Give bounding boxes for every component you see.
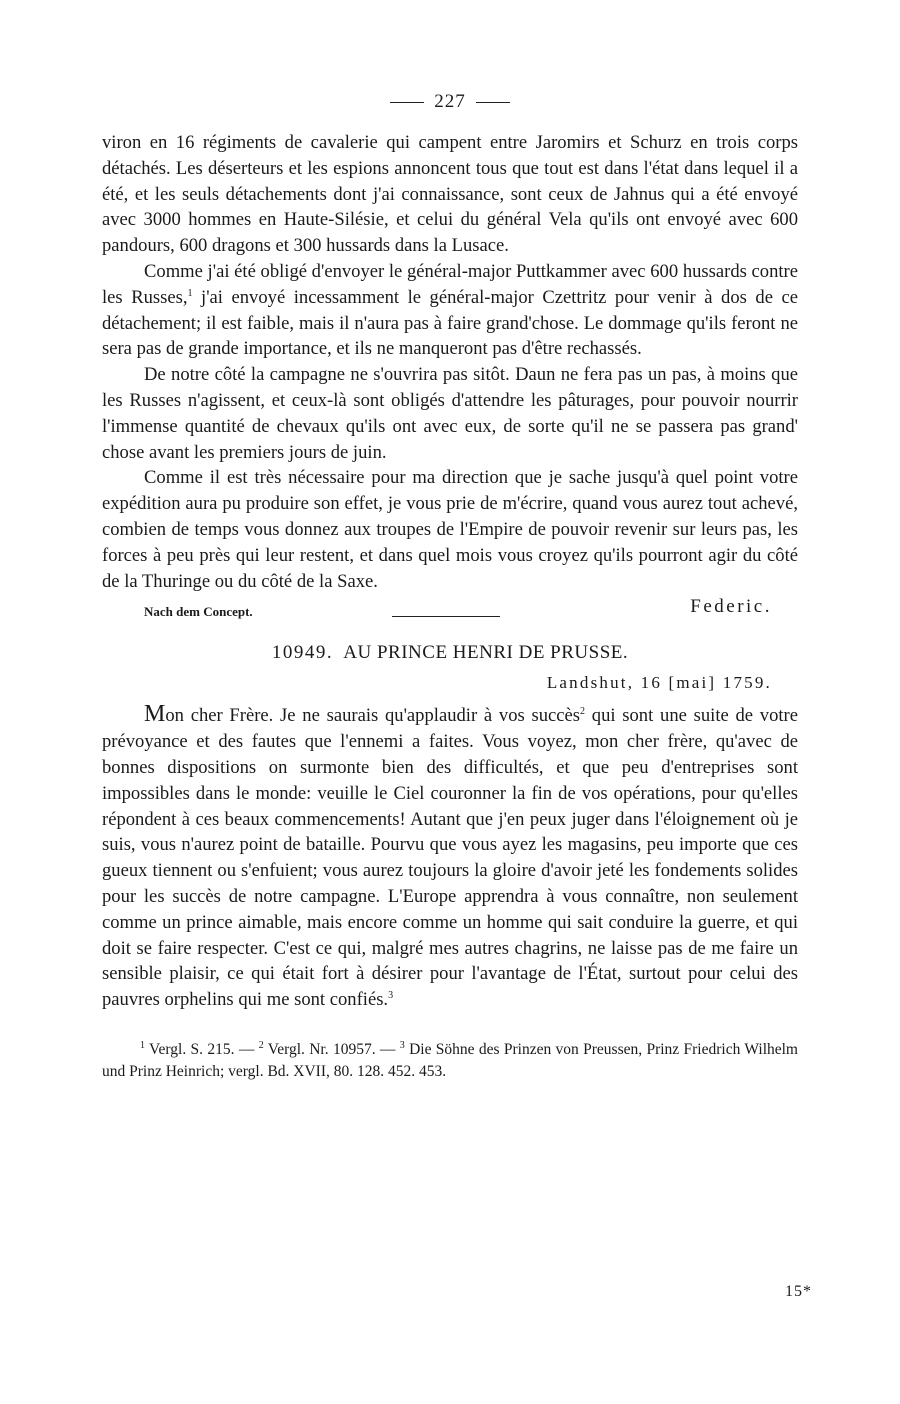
footnote-3-mark: 3	[399, 1039, 405, 1051]
header-dash-left	[390, 102, 424, 103]
paragraph-expedition: Comme il est très nécessaire pour ma direction que je sache jusqu'à quel point votre expédition aura pu produire son effet, je vous prie de m'écrire, quand vous aurez tout achevé, combien de temps vous donnez aux troupes de l'Empire de pouvoir revenir sur leurs pas, les forces à peu près qui leur restent, et dans quel mois vous croyez qu'ils pourront agir du côté de la Thuringe ou du côté de la Saxe.	[102, 467, 798, 592]
footnote-1-mark: 1	[140, 1039, 145, 1051]
footnote-ref-1[interactable]: 1	[187, 287, 193, 299]
letter-body-text-2: qui sont une suite de votre prévoyance et des fautes que l'ennemi a faites. Vous voyez, mon cher frère, qu'avec de bonnes dispositions on surmonte bien des difficultés, et que peu d'entreprises sont impossibles dans le monde: veuille le Ciel couronner la fin de vos opérations, pour qu'elles répondent à ces beaux commencements! Autant que j'en peux juger dans l'éloignement où je suis, vous n'aurez point de bataille. Pourvu que vous ayez les magasins, peu importe que ces gueux tiennent ou s'enfuient; vous aurez toujours la gloire d'avoir jeté les fondements solides pour les succès de notre campagne. L'Europe apprendra à vous connaître, non seulement comme un prince aimable, mais encore comme un homme qui sait conduire la guerre, et qui doit se faire respecter. C'est ce qui, malgré mes autres chagrins, ne laisse pas de me faire un sensible plaisir, ce qui était fort à désirer pour l'avantage de l'État, surtout pour celui des pauvres orphelins qui me sont confiés.	[102, 705, 798, 1011]
footnotes	[102, 1039, 798, 1083]
page-header	[102, 84, 798, 120]
paragraph-puttkammer-text: Comme j'ai été obligé d'envoyer le général-major Puttkammer avec 600 hussards contre les Russes,	[102, 260, 798, 308]
header-dash-right	[476, 102, 510, 103]
letter-heading	[102, 640, 798, 666]
footnote-2-mark: 2	[258, 1039, 264, 1051]
letter-body	[102, 702, 798, 1013]
letter-place: Landshut,	[546, 673, 635, 693]
paragraph-puttkammer-rest: j'ai envoyé incessamment le général-major Czettritz pour venir à dos de ce détachement; il est faible, mais il n'aura pas à faire grand'chose. Le dommage qu'ils feront ne sera pas de grande importance, et ils ne manqueront pas d'être rechassés.	[102, 286, 798, 360]
letter-body-text-1: on cher Frère. Je ne saurais qu'applaudir à vos succès	[165, 705, 581, 727]
footnote-ref-2[interactable]: 2	[580, 706, 586, 718]
letter-title: AU PRINCE HENRI DE PRUSSE.	[343, 642, 629, 664]
footnote-2-text: Vergl. Nr. 10957. —	[263, 1040, 400, 1058]
section-divider	[392, 616, 500, 617]
letter-number: 10949.	[271, 642, 334, 664]
footnote-ref-3[interactable]: 3	[388, 989, 394, 1001]
paragraph-continuation: viron en 16 régiments de cavalerie qui campent entre Jaromirs et Schurz en trois corps détachés. Les déserteurs et les espions annoncent tous que tout est dans l'état dans lequel il a été, et les seuls détachements dont j'ai connaissance, sont ceux de Jahnus qui a été envoyé avec 3000 hommes en Haute-Silésie, et celui du général Vela qu'ils ont envoyé avec 600 pandours, 600 dragons et 300 hussards dans la Lusace.	[102, 132, 798, 257]
source-note: Nach dem Concept.	[144, 604, 253, 620]
paragraph-puttkammer	[102, 259, 798, 362]
sheet-signature: 15*	[785, 1283, 812, 1300]
footnote-3-text: Die Söhne des Prinzen von Preussen, Prinz Friedrich Wilhelm und Prinz Heinrich; vergl. Bd. XVII, 80. 128. 452. 453.	[102, 1040, 798, 1080]
salutation-initial: M	[144, 701, 166, 728]
letter-date: 16 [mai] 1759.	[640, 673, 772, 693]
footnote-1-text: Vergl. S. 215. —	[145, 1040, 259, 1058]
signature: Federic.	[690, 596, 772, 618]
letter-dateline	[102, 670, 772, 696]
document-page	[102, 84, 798, 1083]
footnote-block	[102, 1039, 798, 1083]
page-number: 227	[434, 91, 466, 112]
signature-row	[102, 594, 798, 624]
paragraph-campaign: De notre côté la campagne ne s'ouvrira pas sitôt. Daun ne fera pas un pas, à moins que les Russes n'agissent, et ceux-là sont obligés d'attendre les pâturages, pour pouvoir nourrir l'immense quantité de chevaux qu'ils ont avec eux, de sorte qu'il ne se passera pas grand' chose avant les premiers jours de juin.	[102, 364, 798, 463]
